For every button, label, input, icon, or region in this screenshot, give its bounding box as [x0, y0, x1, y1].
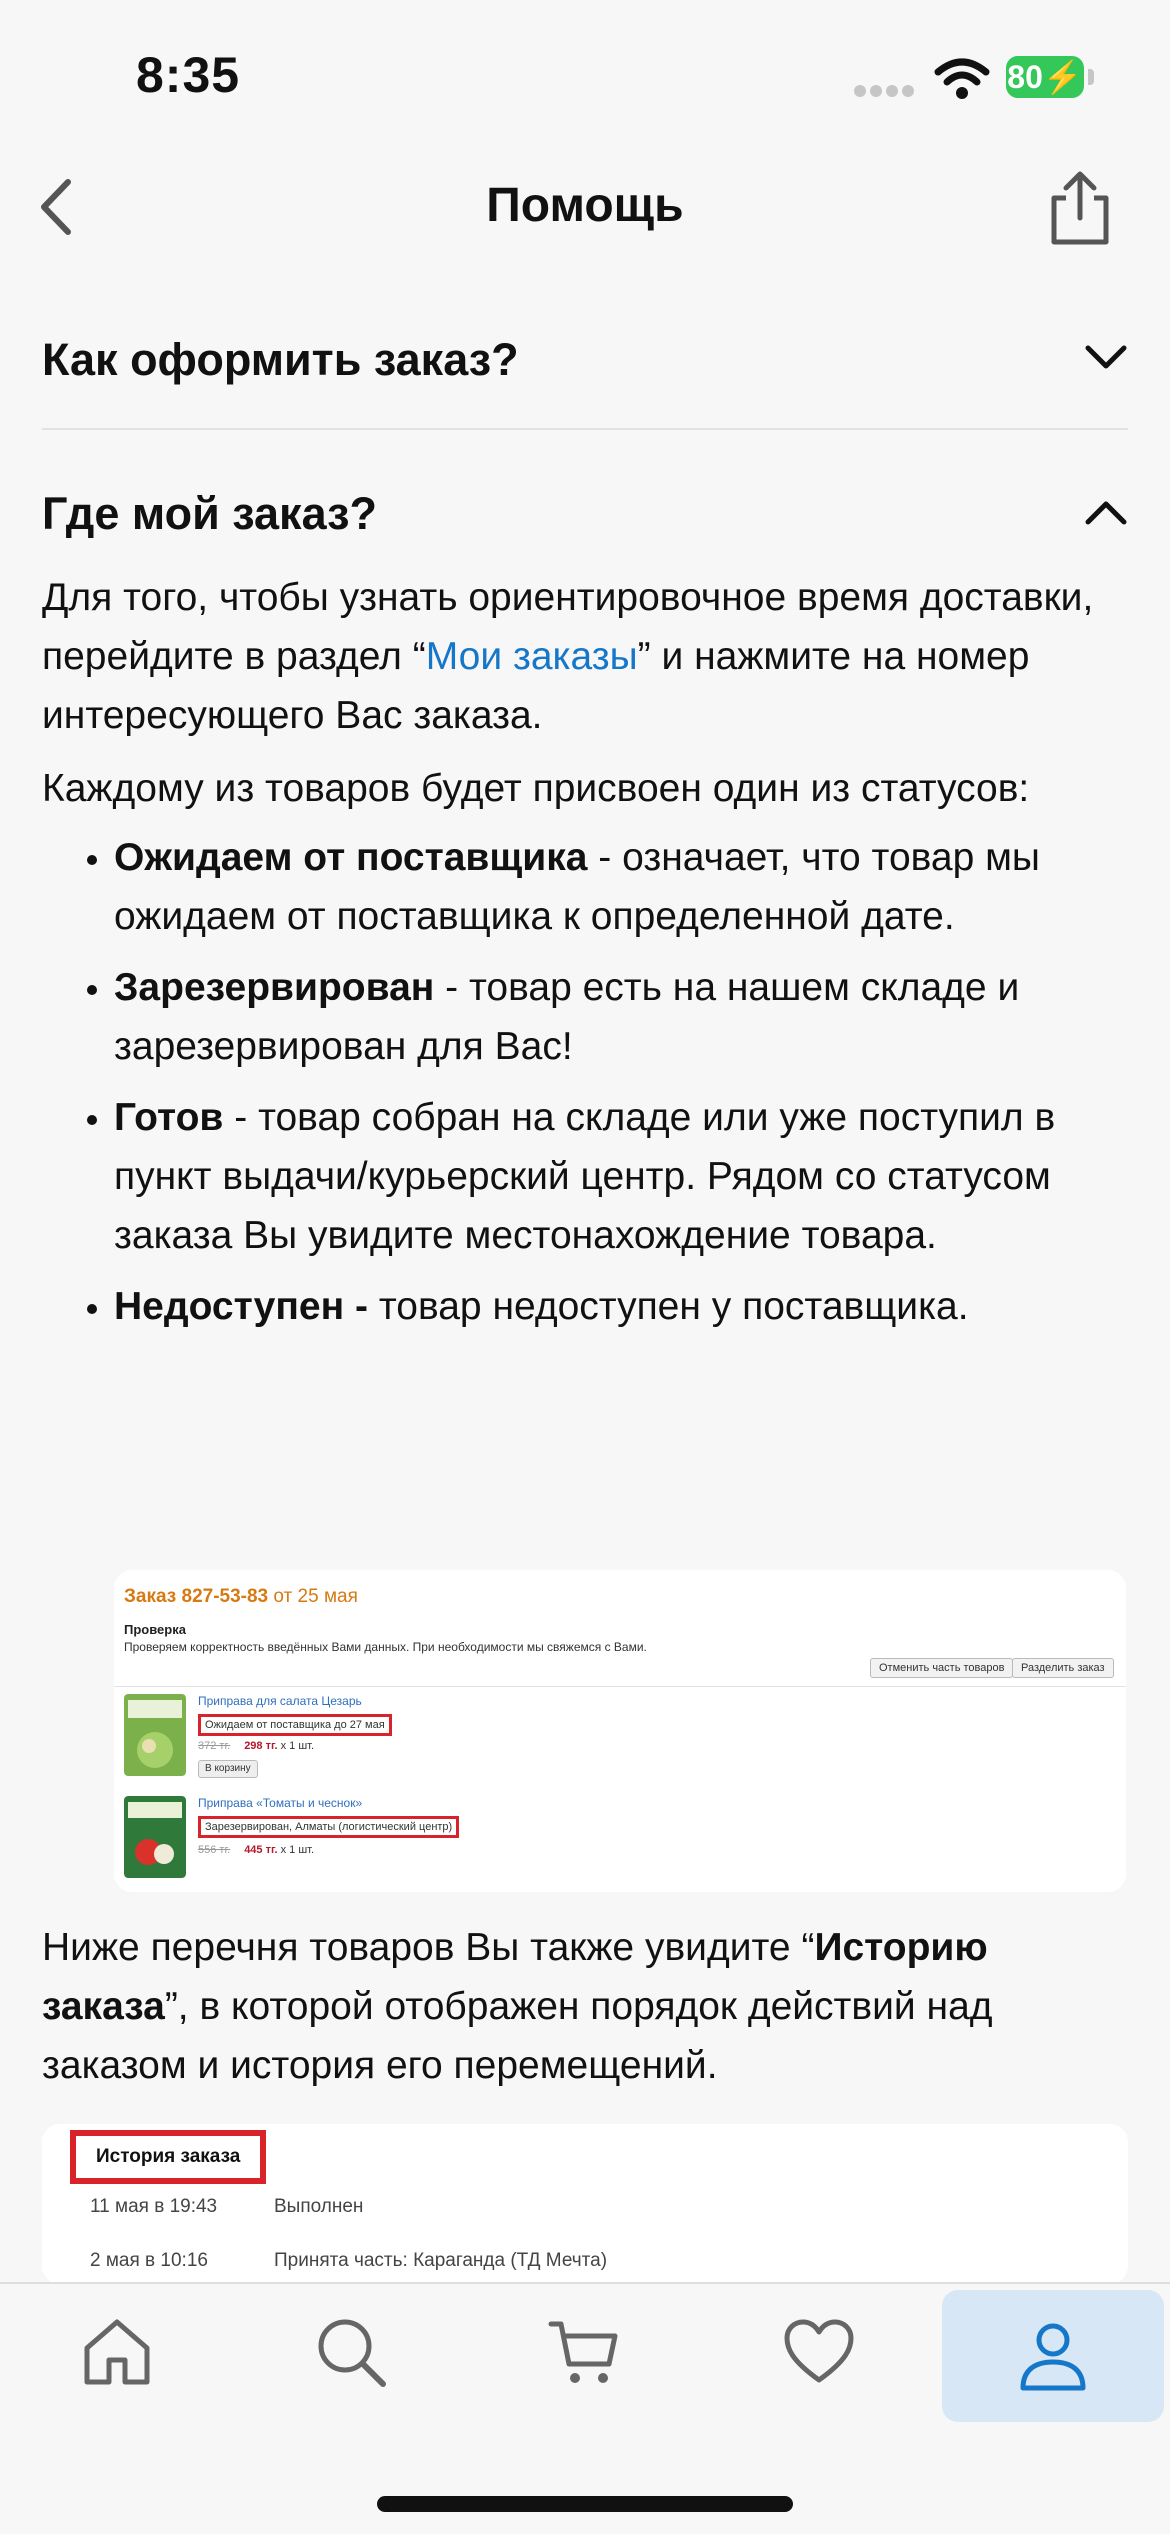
order-history-image — [42, 2124, 1128, 2284]
history-row — [90, 2196, 364, 2218]
status-desc: товар недоступен у поставщика. — [368, 1285, 969, 1328]
battery-tip — [1088, 69, 1094, 85]
split-order-button: Разделить заказ — [1012, 1658, 1114, 1678]
text: ”, в которой отображен порядок действий над заказом и история его перемещений. — [42, 1985, 993, 2087]
order-title: Заказ 827-53-83 — [124, 1586, 269, 1607]
status-desc: - товар есть на нашем складе и зарезервирован для Вас! — [114, 966, 1020, 1068]
home-indicator — [377, 2496, 793, 2512]
chevron-down-icon — [1082, 338, 1130, 378]
answer-paragraph-1 — [42, 568, 1128, 745]
product-image-caesar — [124, 1694, 186, 1776]
tab-cart[interactable] — [468, 2284, 702, 2420]
new-price: 445 тг. — [244, 1844, 278, 1856]
tab-favorites[interactable] — [702, 2284, 936, 2420]
divider — [42, 428, 1128, 430]
nav-bar — [0, 150, 1170, 270]
history-row — [90, 2250, 608, 2272]
text: ” и нажмите на номер интересующего Вас заказа. — [42, 635, 1030, 737]
tab-search[interactable] — [234, 2284, 468, 2420]
my-orders-link[interactable]: Мои заказы — [425, 635, 638, 678]
share-icon[interactable] — [1042, 168, 1118, 248]
cart-icon — [547, 2314, 623, 2390]
product-name: Приправа для салата Цезарь — [198, 1694, 362, 1708]
order-date: от 25 мая — [273, 1586, 358, 1607]
status-desc: - означает, что товар мы ожидаем от поставщика к определенной дате. — [114, 836, 1040, 938]
faq-item-how-to-order[interactable] — [42, 330, 1128, 390]
check-text: Проверяем корректность введённых Вами данных. При необходимости мы свяжемся с Вами. — [124, 1640, 647, 1654]
faq-question: Как оформить заказ? — [42, 334, 519, 385]
status-desc: - товар собран на складе или уже поступил в пункт выдачи/курьерский центр. Рядом со статусом заказа Вы увидите местонахождение товара. — [114, 1096, 1056, 1257]
product-price — [198, 1740, 314, 1752]
profile-icon — [1015, 2318, 1091, 2394]
add-to-cart-button: В корзину — [198, 1760, 258, 1778]
faq-question: Где мой заказ? — [42, 488, 377, 539]
check-heading: Проверка — [124, 1622, 186, 1637]
status-name: Недоступен - — [114, 1285, 368, 1328]
old-price: 556 тг. — [198, 1844, 231, 1856]
quantity: х 1 шт. — [280, 1740, 315, 1752]
product-status-highlight: Зарезервирован, Алматы (логистический центр) — [198, 1816, 459, 1838]
status-name: Готов — [114, 1096, 224, 1139]
history-event: Выполнен — [274, 2196, 364, 2217]
answer-paragraph-2: Каждому из товаров будет присвоен один из статусов: — [42, 767, 1030, 810]
product-status-highlight: Ожидаем от поставщика до 27 мая — [198, 1714, 392, 1736]
tab-home[interactable] — [0, 2284, 234, 2420]
text: Ниже перечня товаров Вы также увидите “ — [42, 1926, 815, 1969]
chevron-up-icon — [1082, 492, 1130, 532]
list-item — [114, 1088, 1128, 1265]
list-item — [114, 828, 1128, 946]
search-icon — [313, 2314, 389, 2390]
new-price: 298 тг. — [244, 1740, 278, 1752]
battery-level: 80 — [1007, 58, 1043, 95]
product-name: Приправа «Томаты и чеснок» — [198, 1796, 363, 1810]
status-name: Зарезервирован — [114, 966, 435, 1009]
order-number — [124, 1586, 358, 1608]
status-time: 8:35 — [136, 47, 241, 103]
history-title-highlight: История заказа — [70, 2130, 266, 2184]
cellular-signal-icon — [854, 84, 918, 102]
product-image-tomato — [124, 1796, 186, 1878]
history-date: 2 мая в 10:16 — [90, 2250, 208, 2271]
divider — [114, 1686, 1126, 1687]
old-price: 372 тг. — [198, 1740, 231, 1752]
product-price — [198, 1844, 314, 1856]
tab-profile[interactable] — [942, 2290, 1164, 2422]
quantity: х 1 шт. — [280, 1844, 315, 1856]
list-item — [114, 1277, 1128, 1336]
status-list — [42, 828, 1128, 1336]
help-content — [42, 330, 1128, 1348]
list-item — [114, 958, 1128, 1076]
text-bold: Историю заказа — [42, 1926, 988, 2028]
page-title: Помощь — [486, 179, 684, 232]
faq-item-where-is-order[interactable] — [42, 484, 1128, 544]
status-bar — [0, 0, 1170, 150]
home-icon — [79, 2314, 155, 2390]
answer-paragraph-3 — [42, 1918, 1128, 2095]
heart-icon — [781, 2314, 857, 2390]
text: Для того, чтобы узнать ориентировочное время доставки, перейдите в раздел “ — [42, 576, 1094, 678]
history-date: 11 мая в 19:43 — [90, 2196, 218, 2217]
order-example-image — [114, 1570, 1126, 1892]
wifi-icon — [934, 58, 990, 100]
cancel-part-button: Отменить часть товаров — [870, 1658, 1013, 1678]
status-name: Ожидаем от поставщика — [114, 836, 588, 879]
battery-icon: 80 ⚡ — [1006, 56, 1084, 98]
history-event: Принята часть: Караганда (ТД Мечта) — [274, 2250, 608, 2271]
